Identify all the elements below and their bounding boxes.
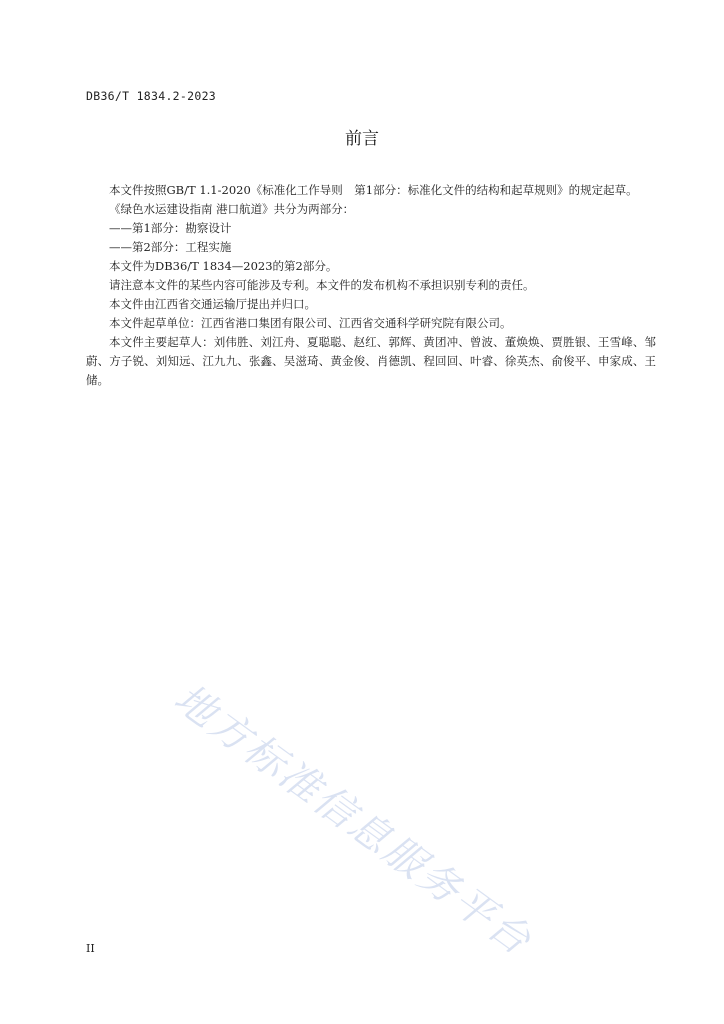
paragraph-proposer: 本文件由江西省交通运输厅提出并归口。: [109, 297, 316, 311]
paragraph-part-1: ——第1部分：勘察设计: [109, 221, 232, 235]
body-text: [86, 181, 656, 390]
paragraph-drafting-units: 本文件起草单位：江西省港口集团有限公司、江西省交通科学研究院有限公司。: [109, 316, 512, 330]
paragraph-part-2: ——第2部分：工程实施: [109, 240, 232, 254]
paragraph-patent-notice: 请注意本文件的某些内容可能涉及专利。本文件的发布机构不承担识别专利的责任。: [109, 278, 535, 292]
page-title: 前言: [345, 129, 379, 149]
paragraph-document-part: 本文件为DB36/T 1834—2023的第2部分。: [109, 259, 338, 273]
paragraph-drafters: 本文件主要起草人：刘伟胜、刘江舟、夏聪聪、赵红、郭辉、黄团冲、曾波、董焕焕、贾胜银、王雪峰、邹蔚、方子锐、刘知远、江九九、张鑫、吴滋琦、黄金俊、肖德凯、程回回、叶睿、徐英杰、俞俊平、申家成、王储。: [86, 335, 656, 387]
watermark: 地方标准信息服务平台: [165, 675, 541, 966]
document-code: DB36/T 1834.2-2023: [86, 89, 217, 103]
paragraph-standard-basis: 本文件按照GB/T 1.1-2020《标准化工作导则 第1部分：标准化文件的结构和起草规则》的规定起草。: [109, 183, 638, 197]
page-number: II: [86, 942, 95, 955]
paragraph-parts-intro: 《绿色水运建设指南 港口航道》共分为两部分：: [109, 202, 355, 216]
